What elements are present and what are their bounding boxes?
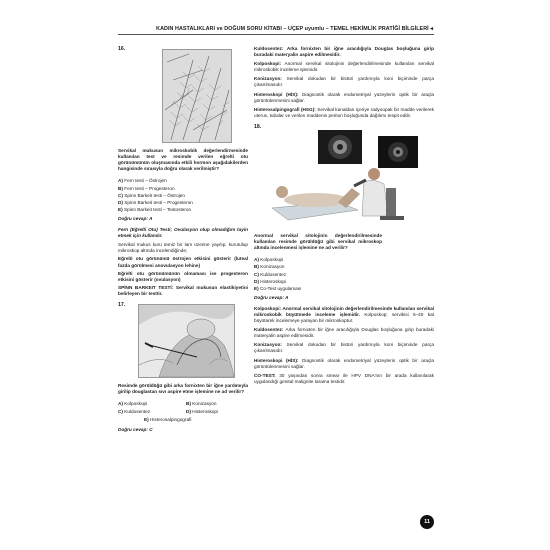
option-c[interactable]: C) Kuldosentez <box>118 409 151 415</box>
question-16-number: 16. <box>118 46 126 52</box>
right-item-kuldosentez: Kuldosentez: Arka fornixten bir iğne aracılığıyla Douglas boşluğuna girip buradaki materyalin aspire edilmesidir. <box>254 46 434 58</box>
fern-test-text-1: Servikal mukus kuru temiz bir lam üzerine yayılıp, kurutulup mikroskop altında incelendiğinde; <box>118 242 248 254</box>
option-d[interactable]: D) Spinn Barkeit testi – Progesteron <box>118 199 193 205</box>
right-item-kolposkopi: Kolposkopi: Anormal servikal sitolojinin değerlendirilmesinde kullanılan servikal mikroskobik inceleme işlemidir. <box>254 61 434 73</box>
question-17-number: 17. <box>118 301 126 308</box>
option-b[interactable]: B) Konizasyon <box>254 264 285 270</box>
question-16-answer: Doğru cevap: A <box>118 215 153 221</box>
option-a[interactable]: A) Fern testi – Östrojen <box>118 178 167 184</box>
spinn-barkeit-text: SPİNN BARKEIT TESTİ: Servikal mukusun elastikiyetini belirleyen bir testtir. <box>118 284 248 296</box>
option-b[interactable]: B) Konizasyon <box>186 401 217 407</box>
question-18-options <box>254 257 382 291</box>
running-header: KADIN HASTALIKLARI ve DOĞUM SORU KİTABI – UÇEP uyumlu – TEMEL HEKİMLİK PRATİĞİ BİLGİLERİ ◂ <box>156 26 433 32</box>
option-e[interactable]: E) Co-Test uygulaması <box>254 285 302 291</box>
pelvic-anatomy-image <box>139 305 234 377</box>
option-c[interactable]: C) Kuldosentez <box>254 271 287 277</box>
option-d[interactable]: D) Histeroskopi <box>186 409 219 415</box>
fern-test-text-3: Eğrelti otu görünümünün olmaması ise progesteron etkisini gösterir (ovulasyon) <box>118 270 248 282</box>
question-17-stem: Resimde görüldüğü gibi arka fornixten bir iğne yardımıyla girilip douglastan sıvı aspire etme işlemine ne ad verilir? <box>118 383 248 395</box>
question-18-stem: Anormal servikal sitolojinin değerlendirilmesinde kullanılan resimde görüldüğü gibi servikal mikroskop altında incelenmesi işlemine ne ad verilir? <box>254 233 382 251</box>
q18-expl-kolposkopi: Kolposkopi: Anormal servikal sitolojinin değerlendirilmesinde kullanılan servikal mikroskobik büyütmede inceleme işlemidir. Kolposkop; servikisi 6–40 kat büyütarek incelemeye yarayan bir mikroskoptur. <box>254 305 434 324</box>
culdocentesis-figure <box>138 304 235 378</box>
option-a[interactable]: A) Kolposkopi <box>118 401 148 407</box>
fern-test-title: Fern (Eğrelti Otu) Testi; Ovulasyon olup olmadığını tayin etmek için kullanılır. <box>118 227 248 239</box>
q18-expl-histeroskopi: Histeroskopi (HİS): Diagnostik olarak endometriyal yüzeylerin optik bir araçla görüntülenmesini sağlar. <box>254 357 434 369</box>
right-item-hsg: Histerosalpingografi (HSG): Servikal kanaldan içeriye radyoopak bir madde verilerek uterus, tubalar ve verilen maddenin periton boşluğunda dağılımı tespit edilir. <box>254 106 434 118</box>
q18-expl-cotest: CO-TEST: 30 yaşından sonra smear ile HPV DNA'nın bir arada kullanılarak uygulandığı genital malignite tarama testidir. <box>254 372 434 384</box>
question-17-options <box>118 400 248 416</box>
right-column <box>254 46 434 385</box>
colposcopy-figure <box>268 128 428 228</box>
header-rule <box>118 34 434 35</box>
colposcopy-image <box>268 128 428 228</box>
right-item-histeroskopi: Histeroskopi (HİS): Diagnostik olarak endometriyal yüzeylerin optik bir araçla görüntülenmesini sağlar. <box>254 91 434 103</box>
q18-expl-kuldosentez: Kuldosentez: Arka fornixten bir iğne aracılığıyla Douglas boşluğuna girip buradaki materyalin aspire edilmesidir. <box>254 327 434 339</box>
option-d[interactable]: D) Histeroskopi <box>254 278 287 284</box>
option-b[interactable]: B) Fern testi – Progesteron <box>118 185 175 191</box>
question-18-answer: Doğru cevap: A <box>254 294 289 300</box>
question-17-answer: Doğru cevap: C <box>118 426 153 432</box>
option-a[interactable]: A) Kolposkopi <box>254 257 284 263</box>
question-16-options <box>118 178 248 212</box>
option-e[interactable]: E) Histerosalpingografi <box>144 417 192 423</box>
left-column <box>118 46 248 433</box>
q18-expl-konizasyon: Konizasyon: Servikal dokudan bir bistüri yardımıyla koni biçiminde parça çıkarılmasıdır. <box>254 342 434 354</box>
option-c[interactable]: C) Spinn Barkeit testi – Östrojen <box>118 192 185 198</box>
right-item-konizasyon: Konizasyon: Servikal dokudan bir bistüri yardımıyla koni biçiminde parça çıkarılmasıdır. <box>254 76 434 88</box>
option-e[interactable]: E) Spinn Barkeit testi – Testosteron <box>118 206 192 212</box>
fern-pattern-image <box>163 50 231 142</box>
page-number: 11 <box>420 515 434 529</box>
question-16-stem: Servikal mukusun mikroskobik değerlendirmesinde kullanılan test ve resimde verilen eğrelti otu görünümünün oluşmasında etkili hormon aşağıdakilerden hangisinde sırasıyla doğru olarak verilmiştir? <box>118 148 248 172</box>
fern-pattern-figure <box>162 49 232 143</box>
question-18-number: 18. <box>254 123 262 130</box>
fern-test-text-2: Eğrelti otu görünümü östrojen etkisini gösterir (luteal fazda görülmesi anovulasyon lehine) <box>118 256 248 268</box>
